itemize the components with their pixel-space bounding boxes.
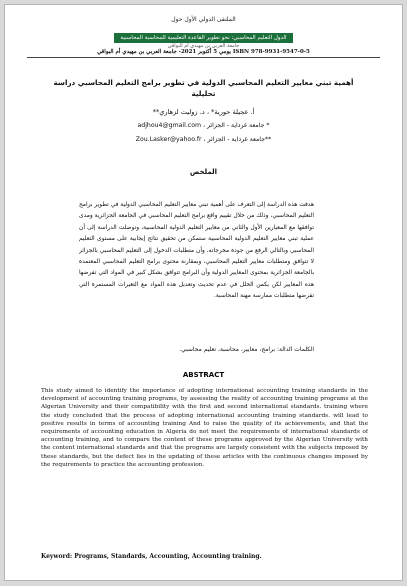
abstract-heading: ABSTRACT: [182, 371, 225, 379]
isbn-line: ISBN 978-9931-9547-0-5 يومي 5 أكتوبر 2021- جامعة العربي بن مهيدي أم البواقي: [27, 49, 380, 58]
header-line-2-banner: الدول التعليم المحاسبي: نحو تطوير القاعدة التعليمية للمحاسبة المحاسبية: [114, 33, 292, 43]
paper-title: أهمية تبني معايير التعليم المحاسبي الدولية في تطوير برامج التعليم المحاسبي دراسة تحليلية: [53, 78, 354, 98]
authors: أ. عجيلة حورية* ، د. زوليت لزهاري**: [152, 108, 255, 116]
english-keywords: Keyword: Programs, Standards, Accounting, Accounting training.: [41, 553, 262, 560]
affiliation-1: * جامعة غرداية - الجزائر ، adjhou4@gmail.com: [137, 122, 270, 129]
header-line-1: الملتقى الدولي الأول حول: [171, 16, 236, 23]
arabic-abstract-heading: الملخص: [189, 168, 218, 176]
english-abstract: This study aimed to identify the importance of adopting international accounting training standards in the development of accounting training programs, by assessing the reality of accounting training programs at the Algerian University and their compatibility with the first and second international standards. training where the study concluded that the process of adopting international accounting training standards. will lead to positive results in terms of accounting training And to raise the quality of its achievements, and that the requirements of accounting education in Algeria do not meet the requirements of international standards of accounting training, and to compare the content of these programs approved by the Algerian University with the content international standards and that the programs are largely consistent with the subjects imposed by these standards, but the defect lies in the updating of these articles with the continuous changes imposed by the requirements to practice the accounting profession.: [41, 388, 368, 468]
arabic-abstract: هدفت هذه الدراسة إلى التعرف على أهمية تبني معايير التعليم المحاسبي الدولية في تطوير برامج التعليم المحاسبي، وذلك من خلال تقييم واقع برامج التعليم المحاسبي في الجامعة الجزائرية ومدى توافقها مع المعيارين الأول والثاني من معايير التعليم الدولية المحاسبية، وتوصلت الدراسة إلى أن عملية تبني معايير التعليم الدولية المحاسبية ستمكن من تحقيق نتائج إيجابية على مستوى التعليم المحاسبي وبالتالي الرفع من جودة مخرجاته، وأن متطلبات الدخول إلى التعليم المحاسبي بالجزائر لا تتوافق ومتطلبات معايير التعليم المحاسبي، وبمقارنة محتوى برامج التعليم المحاسبي المعتمدة بالجامعة الجزائرية بمحتوى المعايير الدولية وأن البرامج تتوافق بشكل كبير في المواد التي تفرضها هذه المعايير لكن يكمن الخلل في عدم تحديث وتعديل هذه المواد مع التغيرات المستمرة التي تفرضها متطلبات ممارسة مهنة المحاسبة.: [79, 202, 314, 300]
arabic-keywords: الكلمات الدالة: برامج، معايير، محاسبة، تعليم محاسبي.: [179, 346, 314, 353]
affiliation-2: **جامعة غرداية - الجزائر ، Zou.Lasker@yahoo.fr: [135, 136, 272, 143]
conference-header: [5, 5, 402, 49]
header-line-3: جامعة العربي بن مهيدي أم البواقي: [167, 43, 240, 49]
paper-page: [4, 4, 403, 581]
